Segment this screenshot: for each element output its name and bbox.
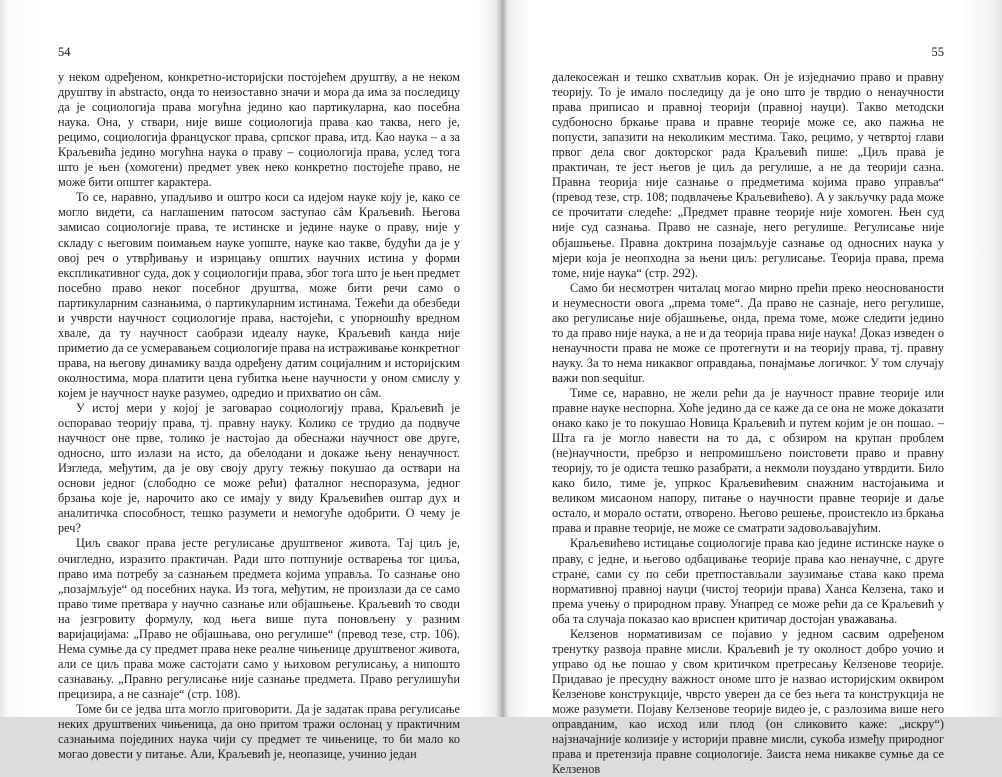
right-page [504,0,1002,777]
right-page-text [552,70,944,777]
paragraph: Келзенов нормативизам се појавио у једном сасвим одређеном тренутку развоја правне мисли. Краљевић је ту околност добро уочио и управо од ње пошао у свом критичком претресању Келзенове теорије. Придавао је пресудну важност ономе што је назвао историјским оквиром Келзенове конструкције, чврсто уверен да се без њега та конструкција не може разумети. Појаву Келзенове теорије видео је, с разлозима више него оправданим, као исход или плод (он сликовито каже: „искру“) најзначајније колизије у историји правне мисли, сукоба између природног права и претензија правне социологије. Заиста нема никакве сумње да се Келзенов [552,626,944,777]
paragraph: То се, наравно, упадљиво и оштро коси са идејом науке коју је, како се могло видети, са наглашеним патосом заступао сâм Краљевић. Његова замисао социологије права, те истинске и једине науке о праву, није у складу с његовим поимањем науке уопште, науке као такве, будући да је у овој реч о утврђивању и изрицању општих научних истина у форми експликативног суда, док у социологији права, због тога што је њен предмет посебно право неког посебног друштва, може бити речи само о партикуларним сазнањима, о партикуларним истинама. Тежећи да обезбеди и учврсти научност социологије права, настојећи, с упорношћу вредном хвале, да ту научност саобрази идеалу науке, Краљевић канда није приметио да се усмеравањем социологије права на истраживање конкретног права, на његову динамику вазда одређену датим социјалним и историјским околностима, мора платити цена губитка њене научности у оном смислу у којем је научност науке разумео, одредио и прихватио он сâм. [58,190,460,400]
paragraph: У истој мери у којој је заговарао социологију права, Краљевић је оспоравао теорију права, тј. правну науку. Колико се трудио да подвуче научност оне прве, толико је настојао да обеснажи научност ове друге, односно, што излази на исто, да обелодани и докаже њену ненаучност. Изгледа, међутим, да је ову своју другу тежњу покушао да оствари на основи једног (слободно се може рећи) фаталног неспоразума, једног брзања које је, нарочито ако се имају у виду Краљевићев оштар дух и аналитичка способност, тешко разумети и немогуће одобрити. О чему је реч? [58,401,460,536]
left-page-text [58,70,460,762]
page-number-left: 54 [58,45,71,59]
paragraph: Тиме се, наравно, не жели рећи да је научност правне теорије или правне науке неспорна. Хоће једино да се каже да се она не може доказати онако како је то покушао Новица Краљевић и путем којим је он пошао. – Шта га је могло навести на то да, с обзиром на крупан проблем (не)научности, пребрзо и непромишљено поистовети право и правну теорију, то је одиста тешко разабрати, а некмоли поуздано утврдити. Било како било, тиме је, упркос Краљевићевим снажним настојањима и великом мисаоном напору, питање о научности правне теорије и даље остало, и морало остати, отворено. Његово решење, проистекло из бркања права и правне теорије, не може се сматрати задовољавајућим. [552,385,944,536]
paragraph: Циљ сваког права јесте регулисање друштвеног живота. Тај циљ је, очигледно, изразито практичан. Ради што потпуније остварења тог циља, право има потребу за сазнањем предмета којима управља. То сазнање оно „позајмљује“ од посебних наука. Из тога, међутим, не произлази да се само право тиме претвара у научно сазнање или објашњење. Краљевић то своди на језгровиту формулу, код њега више пута поновљену у разним варијацијама: „Право не објашњава, оно регулише“ (превод тезе, стр. 106). Нема сумње да су предмет права неке реалне чињенице друштвеног живота, али се циљ права може састојати само у њиховом регулисању, а нипошто сазнавању. „Правно регулисање није сазнање предмета. Право регулишући прецизира, а не сазнаје“ (стр. 108). [58,536,460,701]
page-number-right: 55 [931,45,944,59]
paragraph: далекосежан и тешко схватљив корак. Он је изједначио право и правну теорију. То је имало последицу да је оно што је тврдио о ненаучности права приписао и правној теорији (правној науци). Такво методски судбоносно бркање права и правне теорије може се, ако пажња не попусти, запазити на неколиким местима. Тако, рецимо, у четвртој глави првог дела свог докторског рада Краљевић пише: „Циљ права је практичан, те јест његов је циљ да регулише, а не да теорији сазна. Правна теорија није сазнање о предметима којима право управља“ (превод тезе, стр. 108; подвлачење Краљевићево). А у закључку рада може се прочитати следеће: „Предмет правне теорије није хомоген. Њен суд није суд сазнања. Право не сазнаје, него регулише. Регулисање није објашњење. Правна доктрина позајмљује сазнање од односних наука у мјери која је неопходна за њени циљ: регулисање. Теорија права, према томе, није наука“ (стр. 292). [552,70,944,280]
paragraph: Краљевићево истицање социологије права као једине истинске науке о праву, с једне, и његово одбацивање теорије права као ненаучне, с друге стране, сами су по себи претпостављали заузимање става како према нормативној правној науци (чистој теорији права) Ханса Келзена, тако и према учењу о природном праву. Унапред се може рећи да се Краљевић у оба та случаја показао као вриспен критичар достојан уважавања. [552,536,944,626]
paragraph: Само би несмотрен читалац могао мирно прећи преко неоснованости и неумесности овога „према томе“. Да право не сазнаје, него регулише, ако регулисање није објашњење, онда, према томе, може следити једино то да право није наука, а не и да теорија права није наука! Доказ изведен о ненаучности права не може се протегнути и на теорију права, тј. правну науку. За то нема никаквог оправдања, понајмање логичког. У том случају важи non sequitur. [552,280,944,385]
paragraph: у неком одређеном, конкретно-историјски постојећем друштву, а не неком друштву in abstracto, онда то неизоставно значи и мора да има за последицу да је социологија права могућна једино као партикуларна, као посебна наука. Она, у ствари, није више социологија права као таква, него је, рецимо, социологија француског права, српског права, итд. Као наука – а за Краљевића једино могућна наука о праву – социологија права, услед тога што је њен (хомогени) предмет увек нeко конкретно постојеће право, не може бити општег карактера. [58,70,460,190]
left-page [0,0,500,762]
paragraph: Томе би се једва шта могло приговорити. Да је задатак права регулисање неких друштвених чињеница, да оно притом тражи ослонац у практичним сазнањима појединих наука чији су предмет те чињенице, то би мало ко могао довести у питање. Али, Краљевић је, неопазице, учинио један [58,701,460,762]
